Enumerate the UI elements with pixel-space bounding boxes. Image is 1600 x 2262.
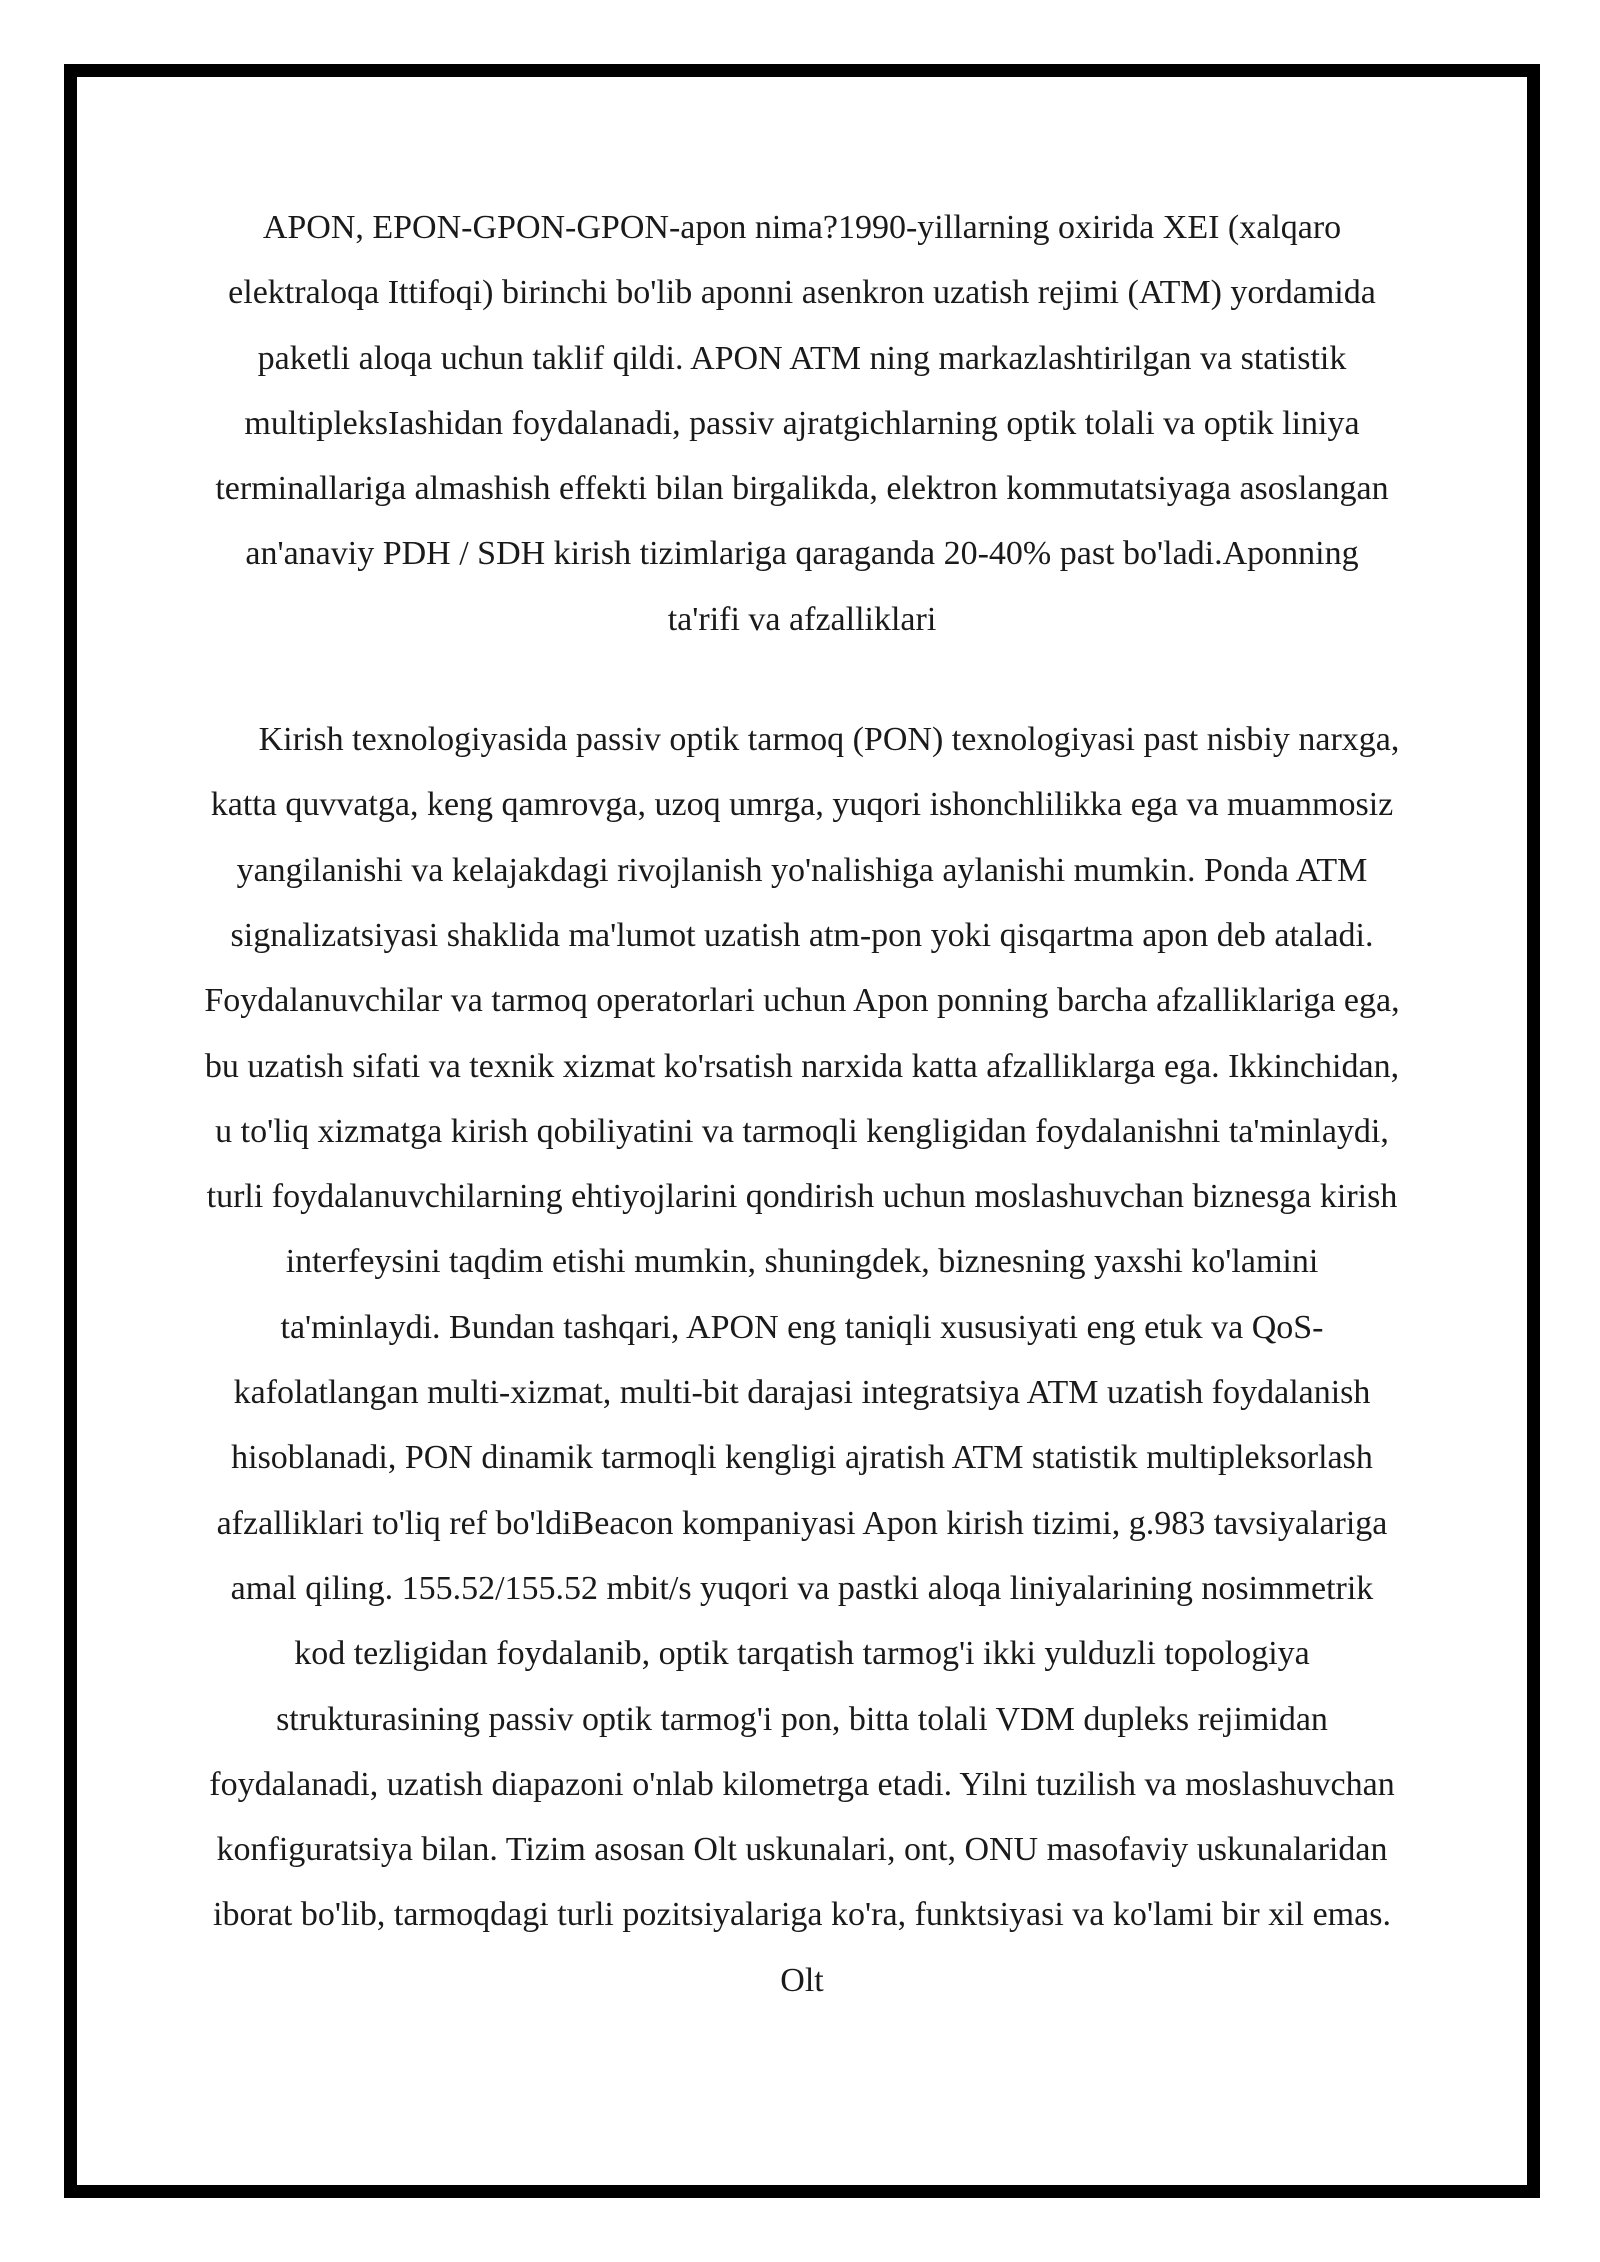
paragraph-pon-technology: Kirish texnologiyasida passiv optik tarmoq (PON) texnologiyasi past nisbiy narxga, katta quvvatga, keng qamrovga, uzoq umrga, yuqori ishonchlilikka ega va muammosiz yangilanishi va kelajakdagi rivojlanish yo'nalishiga aylanishi mumkin. Ponda ATM signalizatsiyasi shaklida ma'lumot uzatish atm-pon yoki qisqartma apon deb ataladi. Foydalanuvchilar va tarmoq operatorlari uchun Apon ponning barcha afzalliklariga ega, bu uzatish sifati va texnik xizmat ko'rsatish narxida katta afzalliklarga ega. Ikkinchidan, u to'liq xizmatga kirish qobiliyatini va tarmoqli kengligidan foydalanishni ta'minlaydi, turli foydalanuvchilarning ehtiyojlarini qondirish uchun moslashuvchan biznesga kirish interfeysini taqdim etishi mumkin, shuningdek, biznesning yaxshi ko'lamini ta'minlaydi. Bundan tashqari, APON eng taniqli xususiyati eng etuk va QoS-kafolatlangan multi-xizmat, multi-bit darajasi integratsiya ATM uzatish foydalanish hisoblanadi, PON dinamik tarmoqli kengligi ajratish ATM statistik multipleksorlash afzalliklari to'liq ref bo'ldiBeacon kompaniyasi Apon kirish tizimi, g.983 tavsiyalariga amal qiling. 155.52/155.52 mbit/s yuqori va pastki aloqa liniyalarining nosimmetrik kod tezligidan foydalanib, optik tarqatish tarmog'i ikki yulduzli topologiya strukturasining passiv optik tarmog'i pon, bitta tolali VDM dupleks rejimidan foydalanadi, uzatish diapazoni o'nlab kilometrga etadi. Yilni tuzilish va moslashuvchan konfiguratsiya bilan. Tizim asosan Olt uskunalari, ont, ONU masofaviy uskunalaridan iborat bo'lib, tarmoqdagi turli pozitsiyalariga ko'ra, funktsiyasi va ko'lami bir xil emas. Olt: [204, 721, 1400, 1999]
document-body: [197, 195, 1407, 2013]
paragraph-intro: APON, EPON-GPON-GPON-apon nima?1990-yillarning oxirida XEI (xalqaro elektraloqa Ittifoqi) birinchi bo'lib aponni asenkron uzatish rejimi (ATM) yordamida paketli aloqa uchun taklif qildi. APON ATM ning markazlashtirilgan va statistik multipleksIashidan foydalanadi, passiv ajratgichlarning optik tolali va optik liniya terminallariga almashish effekti bilan birgalikda, elektron kommutatsiyaga asoslangan an'anaviy PDH / SDH kirish tizimlariga qaraganda 20-40% past bo'ladi.Aponning ta'rifi va afzalliklari: [215, 209, 1389, 638]
page-border: [64, 64, 1540, 2198]
